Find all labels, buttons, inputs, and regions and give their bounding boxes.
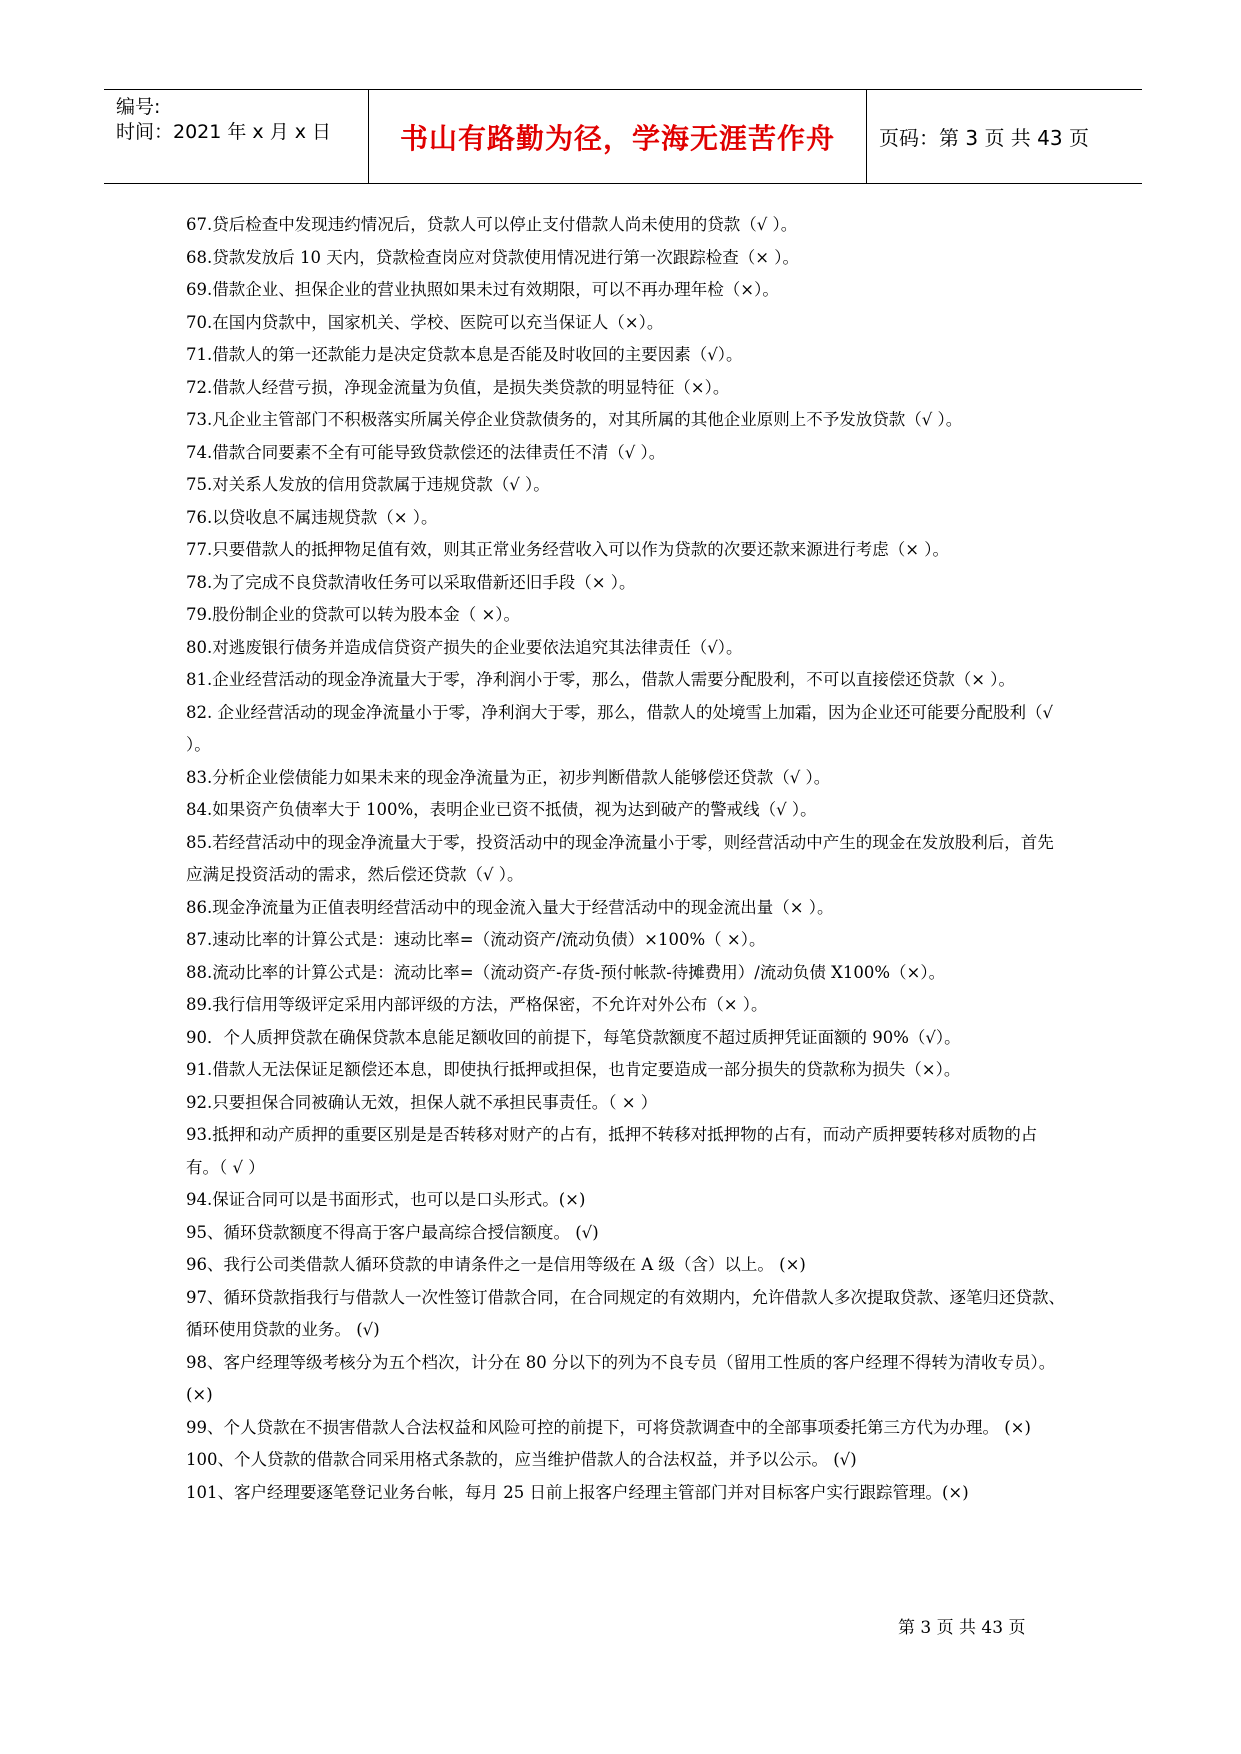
list-item: 97、循环贷款指我行与借款人一次性签订借款合同，在合同规定的有效期内，允许借款人多次提取贷款、逐笔归还贷款、循环使用贷款的业务。 (√) bbox=[186, 1287, 1065, 1339]
list-item: 90．个人质押贷款在确保贷款本息能足额收回的前提下，每笔贷款额度不超过质押凭证面额的 90%（√）。 bbox=[186, 1027, 961, 1047]
list-item: 79.股份制企业的贷款可以转为股本金（ ×）。 bbox=[186, 605, 521, 624]
list-item: 88.流动比率的计算公式是：流动比率=（流动资产-存货-预付帐款-待摊费用）/流动负债 X100%（×）。 bbox=[186, 962, 946, 982]
header-motto: 书山有路勤为径，学海无涯苦作舟 bbox=[399, 121, 835, 155]
list-item: 76.以贷收息不属违规贷款（× ）。 bbox=[186, 507, 438, 527]
header-middle-cell bbox=[369, 90, 867, 183]
header-left-cell bbox=[104, 90, 369, 183]
list-item: 80.对逃废银行债务并造成信贷资产损失的企业要依法追究其法律责任（√）。 bbox=[186, 637, 743, 657]
list-item: 99、个人贷款在不损害借款人合法权益和风险可控的前提下，可将贷款调查中的全部事项委托第三方代为办理。 (×) bbox=[186, 1417, 1031, 1437]
list-item: 70.在国内贷款中，国家机关、学校、医院可以充当保证人（×）。 bbox=[186, 312, 664, 332]
list-item: 68.贷款发放后 10 天内，贷款检查岗应对贷款使用情况进行第一次跟踪检查（× ）。 bbox=[186, 247, 800, 267]
list-item: 75.对关系人发放的信用贷款属于违规贷款（√ ）。 bbox=[186, 475, 550, 494]
list-item: 91.借款人无法保证足额偿还本息，即使执行抵押或担保，也肯定要造成一部分损失的贷款称为损失（×）。 bbox=[186, 1060, 961, 1079]
list-item: 95、循环贷款额度不得高于客户最高综合授信额度。 (√) bbox=[186, 1222, 599, 1242]
list-item: 67.贷后检查中发现违约情况后，贷款人可以停止支付借款人尚未使用的贷款（√ ）。 bbox=[186, 215, 798, 234]
list-item: 92.只要担保合同被确认无效，担保人就不承担民事责任。（ × ） bbox=[186, 1092, 658, 1112]
page-header bbox=[104, 89, 1142, 184]
list-item: 96、我行公司类借款人循环贷款的申请条件之一是信用等级在 A 级（含）以上。 (×) bbox=[186, 1255, 806, 1274]
list-item: 74.借款合同要素不全有可能导致贷款偿还的法律责任不清（√ ）。 bbox=[186, 442, 666, 462]
list-item: 85.若经营活动中的现金净流量大于零，投资活动中的现金净流量小于零，则经营活动中产生的现金在发放股利后，首先应满足投资活动的需求，然后偿还贷款（√ ）。 bbox=[186, 832, 1054, 884]
list-item: 78.为了完成不良贷款清收任务可以采取借新还旧手段（× ）。 bbox=[186, 572, 636, 592]
list-item: 71.借款人的第一还款能力是决定贷款本息是否能及时收回的主要因素（√）。 bbox=[186, 345, 743, 364]
list-item: 87.速动比率的计算公式是：速动比率=（流动资产/流动负债）×100%（ ×）。 bbox=[186, 930, 766, 949]
document-number-label: 编号: bbox=[116, 96, 161, 118]
list-item: 83.分析企业偿债能力如果未来的现金净流量为正，初步判断借款人能够偿还贷款（√ ）。 bbox=[186, 767, 831, 787]
header-page-info: 页码：第 3 页 共 43 页 bbox=[879, 126, 1089, 150]
list-item: 84.如果资产负债率大于 100%，表明企业已资不抵债，视为达到破产的警戒线（√ ）。 bbox=[186, 800, 817, 819]
list-item: 86.现金净流量为正值表明经营活动中的现金流入量大于经营活动中的现金流出量（× ）。 bbox=[186, 897, 834, 917]
footer-page-number: 第 3 页 共 43 页 bbox=[898, 1618, 1026, 1638]
list-item: 98、客户经理等级考核分为五个档次，计分在 80 分以下的列为不良专员（留用工性质的客户经理不得转为清收专员）。 (×) bbox=[186, 1352, 1056, 1404]
page-footer bbox=[898, 1617, 1025, 1639]
list-item: 100、个人贷款的借款合同采用格式条款的，应当维护借款人的合法权益，并予以公示。 (√) bbox=[186, 1450, 857, 1469]
question-list bbox=[186, 209, 1066, 1509]
list-item: 81.企业经营活动的现金净流量大于零，净利润小于零，那么，借款人需要分配股利，不可以直接偿还贷款（× ）。 bbox=[186, 670, 1016, 689]
document-time-label: 时间：2021 年 x 月 x 日 bbox=[116, 121, 332, 143]
list-item: 82. 企业经营活动的现金净流量小于零，净利润大于零，那么，借款人的处境雪上加霜，因为企业还可能要分配股利（√ ）。 bbox=[186, 702, 1053, 754]
list-item: 89.我行信用等级评定采用内部评级的方法，严格保密，不允许对外公布（× ）。 bbox=[186, 995, 768, 1014]
header-right-cell bbox=[867, 90, 1142, 183]
list-item: 94.保证合同可以是书面形式，也可以是口头形式。(×) bbox=[186, 1190, 586, 1209]
list-item: 69.借款企业、担保企业的营业执照如果未过有效期限，可以不再办理年检（×）。 bbox=[186, 280, 779, 299]
list-item: 73.凡企业主管部门不积极落实所属关停企业贷款债务的，对其所属的其他企业原则上不予发放贷款（√ ）。 bbox=[186, 410, 963, 429]
list-item: 101、客户经理要逐笔登记业务台帐，每月 25 日前上报客户经理主管部门并对目标客户实行跟踪管理。(×) bbox=[186, 1482, 969, 1502]
list-item: 93.抵押和动产质押的重要区别是是否转移对财产的占有，抵押不转移对抵押物的占有，而动产质押要转移对质物的占有。（ √ ） bbox=[186, 1125, 1038, 1177]
list-item: 72.借款人经营亏损，净现金流量为负值，是损失类贷款的明显特征（×）。 bbox=[186, 377, 730, 397]
list-item: 77.只要借款人的抵押物足值有效，则其正常业务经营收入可以作为贷款的次要还款来源进行考虑（× ）。 bbox=[186, 540, 950, 559]
